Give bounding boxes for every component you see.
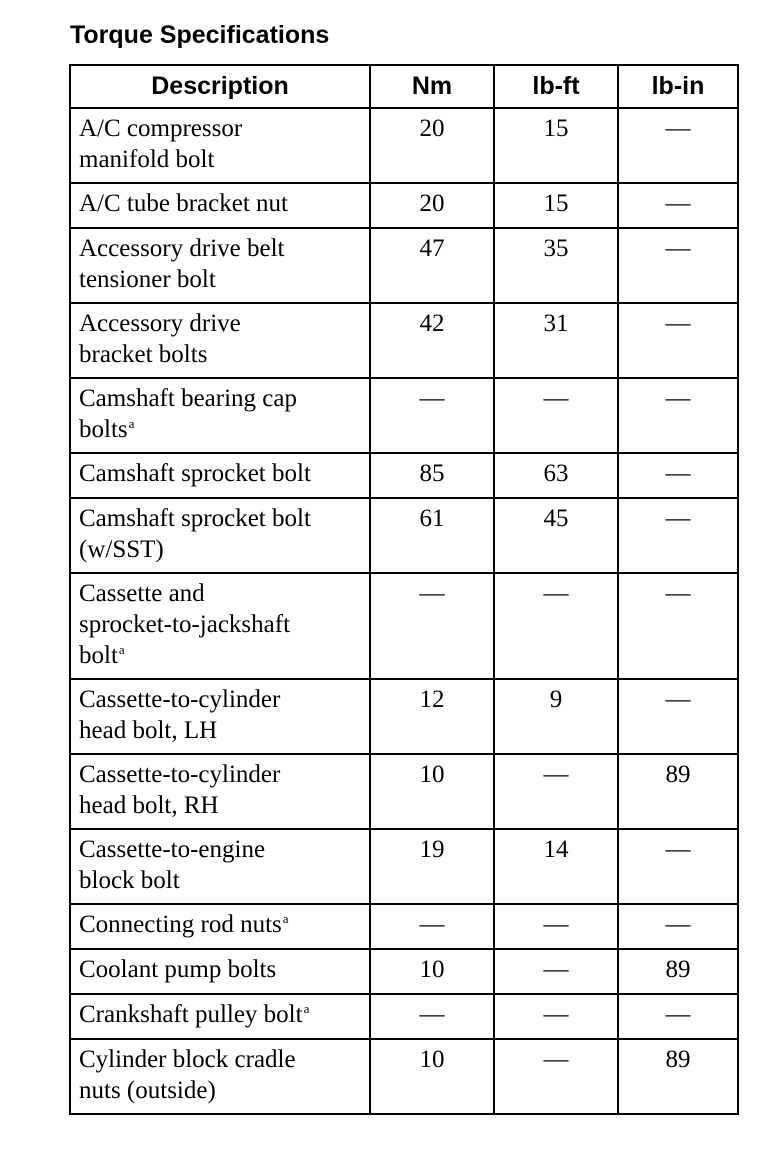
footnote-marker: a	[118, 642, 125, 657]
nm-cell: 85	[370, 453, 494, 498]
table-row	[70, 378, 738, 453]
lb-in-cell: —	[618, 904, 738, 949]
page-title: Torque Specifications	[70, 21, 330, 49]
description-text: Cassette and	[79, 580, 205, 607]
nm-cell: 12	[370, 679, 494, 754]
description-line	[79, 1044, 363, 1075]
description-cell	[70, 108, 370, 183]
description-line	[79, 954, 363, 985]
nm-cell: 10	[370, 949, 494, 994]
table-row	[70, 994, 738, 1039]
description-text: Camshaft sprocket bolt	[79, 505, 311, 532]
description-text: Cassette-to-cylinder	[79, 686, 281, 713]
description-line	[79, 188, 363, 219]
description-cell	[70, 1039, 370, 1114]
nm-cell: 20	[370, 108, 494, 183]
lb-in-cell: 89	[618, 949, 738, 994]
description-line	[79, 640, 363, 671]
description-line	[79, 458, 363, 489]
header-nm: Nm	[370, 65, 494, 108]
lb-ft-cell: 14	[494, 829, 618, 904]
table-row	[70, 498, 738, 573]
description-text: head bolt, LH	[79, 717, 218, 744]
nm-cell: —	[370, 573, 494, 679]
description-line	[79, 233, 363, 264]
description-line	[79, 790, 363, 821]
description-cell	[70, 904, 370, 949]
description-line	[79, 834, 363, 865]
description-cell	[70, 754, 370, 829]
description-cell	[70, 453, 370, 498]
description-line	[79, 1075, 363, 1106]
description-cell	[70, 183, 370, 228]
description-text: Accessory drive belt	[79, 235, 285, 262]
lb-in-cell: —	[618, 108, 738, 183]
table-row	[70, 949, 738, 994]
table-row	[70, 183, 738, 228]
description-text: manifold bolt	[79, 146, 215, 173]
description-text: Camshaft bearing cap	[79, 385, 297, 412]
description-cell	[70, 994, 370, 1039]
description-text: tensioner bolt	[79, 266, 216, 293]
description-text: sprocket-to-jackshaft	[79, 611, 291, 638]
table-row	[70, 303, 738, 378]
torque-spec-table	[69, 64, 739, 1115]
lb-in-cell: —	[618, 228, 738, 303]
lb-ft-cell: —	[494, 949, 618, 994]
description-line	[79, 113, 363, 144]
lb-ft-cell: —	[494, 1039, 618, 1114]
nm-cell: 61	[370, 498, 494, 573]
table-row	[70, 573, 738, 679]
table-row	[70, 679, 738, 754]
header-lb-in: lb-in	[618, 65, 738, 108]
lb-ft-cell: —	[494, 994, 618, 1039]
description-cell	[70, 679, 370, 754]
nm-cell: 20	[370, 183, 494, 228]
description-line	[79, 759, 363, 790]
lb-in-cell: —	[618, 679, 738, 754]
nm-cell: 10	[370, 754, 494, 829]
description-line	[79, 414, 363, 445]
description-line	[79, 865, 363, 896]
footnote-marker: a	[303, 1001, 310, 1016]
nm-cell: 42	[370, 303, 494, 378]
lb-ft-cell: —	[494, 754, 618, 829]
lb-in-cell: 89	[618, 754, 738, 829]
description-cell	[70, 949, 370, 994]
table-row	[70, 904, 738, 949]
table-row	[70, 829, 738, 904]
description-line	[79, 383, 363, 414]
lb-in-cell: —	[618, 498, 738, 573]
description-text: A/C compressor	[79, 115, 243, 142]
description-text: Connecting rod nuts	[79, 911, 282, 938]
footnote-marker: a	[282, 911, 289, 926]
lb-ft-cell: —	[494, 378, 618, 453]
description-cell	[70, 498, 370, 573]
nm-cell: 19	[370, 829, 494, 904]
description-cell	[70, 829, 370, 904]
lb-ft-cell: 15	[494, 183, 618, 228]
lb-in-cell: —	[618, 183, 738, 228]
lb-in-cell: —	[618, 378, 738, 453]
table-row	[70, 1039, 738, 1114]
lb-ft-cell: 9	[494, 679, 618, 754]
description-text: A/C tube bracket nut	[79, 190, 288, 217]
description-text: Cassette-to-engine	[79, 836, 266, 863]
description-line	[79, 715, 363, 746]
lb-ft-cell: —	[494, 904, 618, 949]
description-text: Coolant pump bolts	[79, 956, 277, 983]
lb-in-cell: —	[618, 453, 738, 498]
lb-ft-cell: 45	[494, 498, 618, 573]
description-line	[79, 909, 363, 940]
header-description: Description	[70, 65, 370, 108]
description-text: (w/SST)	[79, 536, 164, 563]
description-text: bracket bolts	[79, 341, 208, 368]
description-line	[79, 503, 363, 534]
description-line	[79, 144, 363, 175]
nm-cell: —	[370, 378, 494, 453]
description-line	[79, 339, 363, 370]
lb-in-cell: —	[618, 994, 738, 1039]
table-row	[70, 228, 738, 303]
description-line	[79, 578, 363, 609]
description-text: head bolt, RH	[79, 792, 219, 819]
lb-ft-cell: 31	[494, 303, 618, 378]
lb-ft-cell: —	[494, 573, 618, 679]
description-text: Accessory drive	[79, 310, 241, 337]
description-line	[79, 609, 363, 640]
description-text: bolt	[79, 642, 118, 669]
description-line	[79, 999, 363, 1030]
nm-cell: 10	[370, 1039, 494, 1114]
header-lb-ft: lb-ft	[494, 65, 618, 108]
lb-in-cell: —	[618, 303, 738, 378]
description-line	[79, 684, 363, 715]
description-text: Camshaft sprocket bolt	[79, 460, 311, 487]
nm-cell: 47	[370, 228, 494, 303]
description-line	[79, 534, 363, 565]
description-cell	[70, 303, 370, 378]
description-text: Cassette-to-cylinder	[79, 761, 281, 788]
table-row	[70, 754, 738, 829]
table-row	[70, 453, 738, 498]
lb-ft-cell: 63	[494, 453, 618, 498]
description-text: nuts (outside)	[79, 1077, 216, 1104]
description-text: Cylinder block cradle	[79, 1046, 296, 1073]
description-text: block bolt	[79, 867, 180, 894]
footnote-marker: a	[128, 416, 135, 431]
description-cell	[70, 378, 370, 453]
description-line	[79, 264, 363, 295]
description-line	[79, 308, 363, 339]
lb-in-cell: 89	[618, 1039, 738, 1114]
table-row	[70, 108, 738, 183]
lb-ft-cell: 35	[494, 228, 618, 303]
description-cell	[70, 573, 370, 679]
nm-cell: —	[370, 994, 494, 1039]
lb-ft-cell: 15	[494, 108, 618, 183]
description-cell	[70, 228, 370, 303]
nm-cell: —	[370, 904, 494, 949]
description-text: bolts	[79, 416, 128, 443]
description-text: Crankshaft pulley bolt	[79, 1001, 303, 1028]
lb-in-cell: —	[618, 829, 738, 904]
table-header-row	[70, 65, 738, 108]
table-body	[70, 108, 738, 1114]
lb-in-cell: —	[618, 573, 738, 679]
